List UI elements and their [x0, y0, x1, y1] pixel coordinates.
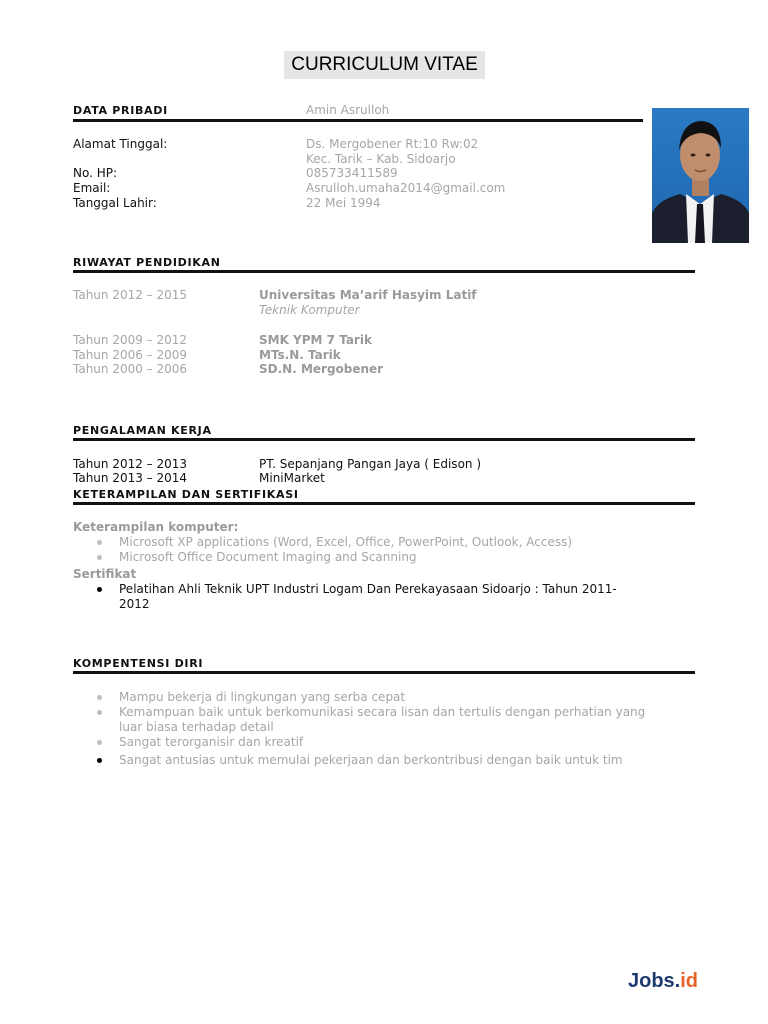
competence-list	[73, 690, 713, 768]
bullet-icon	[97, 710, 102, 715]
phone-label: No. HP:	[73, 166, 118, 180]
email-label: Email:	[73, 181, 111, 195]
education-major: Teknik Komputer	[259, 303, 360, 317]
bullet-icon	[97, 555, 102, 560]
education-years: Tahun 2006 – 2009	[73, 348, 188, 362]
list-item: Kemampuan baik untuk berkomunikasi secara lisan dan tertulis dengan perhatian yang luar biasa terhadap detail	[73, 705, 713, 735]
section-divider	[73, 270, 695, 273]
education-years: Tahun 2000 – 2006	[73, 362, 188, 376]
section-divider	[73, 502, 695, 505]
experience-years: Tahun 2012 – 2013	[73, 457, 188, 471]
section-heading-education: RIWAYAT PENDIDIKAN	[73, 256, 221, 269]
list-item: Mampu bekerja di lingkungan yang serba cepat	[73, 690, 713, 705]
address-line-1: Ds. Mergobener Rt:10 Rw:02	[306, 137, 479, 151]
person-portrait-icon	[652, 108, 749, 243]
list-item: Pelatihan Ahli Teknik UPT Industri Logam Dan Perekayasaan Sidoarjo : Tahun 2011- 2012	[73, 582, 713, 612]
document-title: CURRICULUM VITAE	[284, 51, 485, 79]
education-school: MTs.N. Tarik	[259, 348, 341, 362]
jobs-logo: Jobs.id	[628, 970, 699, 992]
section-divider	[73, 671, 695, 674]
section-heading-competence: KOMPENTENSI DIRI	[73, 657, 204, 670]
section-heading-personal: DATA PRIBADI	[73, 104, 168, 117]
birth-value: 22 Mei 1994	[306, 196, 381, 210]
education-school: SD.N. Mergobener	[259, 362, 384, 376]
computer-skills-label: Keterampilan komputer:	[73, 520, 239, 534]
section-heading-skills: KETERAMPILAN DAN SERTIFIKASI	[73, 488, 299, 501]
computer-skills-list	[73, 535, 713, 565]
list-item: Microsoft Office Document Imaging and Scanning	[73, 550, 713, 565]
experience-years: Tahun 2013 – 2014	[73, 471, 188, 485]
profile-photo	[652, 108, 749, 243]
section-divider	[73, 438, 695, 441]
list-item: Sangat terorganisir dan kreatif	[73, 735, 713, 750]
certificate-label: Sertifikat	[73, 567, 137, 581]
email-value: Asrulloh.umaha2014@gmail.com	[306, 181, 506, 195]
address-label: Alamat Tinggal:	[73, 137, 168, 151]
experience-place: MiniMarket	[259, 471, 325, 485]
education-school: SMK YPM 7 Tarik	[259, 333, 372, 347]
experience-place: PT. Sepanjang Pangan Jaya ( Edison )	[259, 457, 482, 471]
section-divider	[73, 119, 643, 122]
birth-label: Tanggal Lahir:	[73, 196, 157, 210]
section-heading-experience: PENGALAMAN KERJA	[73, 424, 212, 437]
education-school: Universitas Ma’arif Hasyim Latif	[259, 288, 477, 302]
address-line-2: Kec. Tarik – Kab. Sidoarjo	[306, 152, 456, 166]
list-item: Microsoft XP applications (Word, Excel, Office, PowerPoint, Outlook, Access)	[73, 535, 713, 550]
phone-value: 085733411589	[306, 166, 398, 180]
bullet-icon	[97, 758, 102, 763]
bullet-icon	[97, 695, 102, 700]
bullet-icon	[97, 540, 102, 545]
person-name: Amin Asrulloh	[306, 103, 390, 117]
bullet-icon	[97, 587, 102, 592]
education-years: Tahun 2012 – 2015	[73, 288, 188, 302]
list-item: Sangat antusias untuk memulai pekerjaan dan berkontribusi dengan baik untuk tim	[73, 753, 713, 768]
bullet-icon	[97, 740, 102, 745]
education-years: Tahun 2009 – 2012	[73, 333, 188, 347]
certificate-list	[73, 582, 713, 612]
